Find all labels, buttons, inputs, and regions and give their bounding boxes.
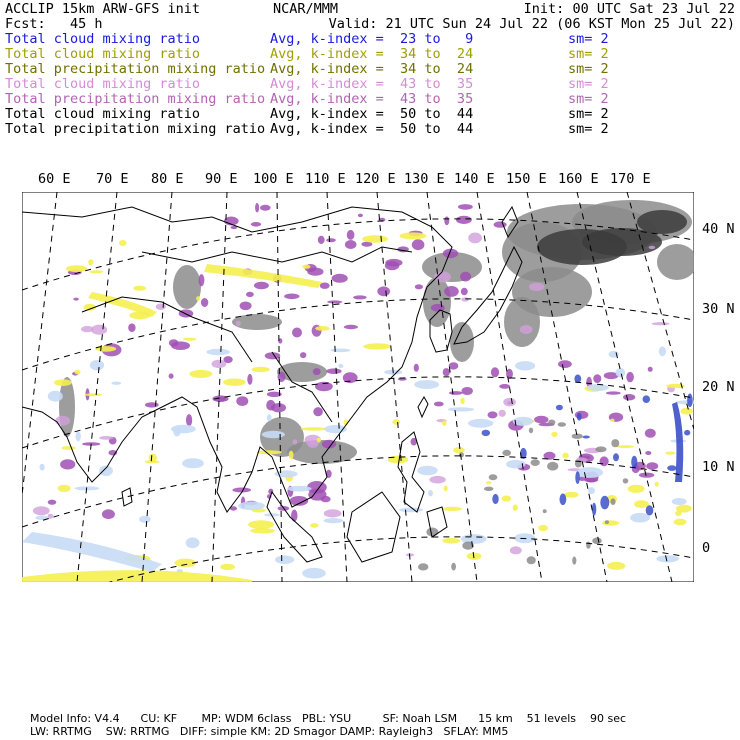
field-patch bbox=[310, 523, 318, 528]
field-patch bbox=[48, 500, 57, 505]
field-patch bbox=[246, 292, 254, 297]
field-patch bbox=[320, 283, 330, 289]
field-legend-row bbox=[5, 92, 735, 107]
field-patch bbox=[442, 420, 447, 426]
field-patch bbox=[293, 439, 298, 444]
field-patch bbox=[534, 416, 548, 424]
field-legend-row bbox=[5, 47, 735, 62]
field-patch bbox=[254, 282, 269, 290]
field-patch bbox=[90, 360, 104, 370]
field-patch bbox=[415, 284, 423, 289]
longitude-label: 70 E bbox=[96, 171, 129, 187]
longitude-label: 60 E bbox=[38, 171, 71, 187]
field-patch bbox=[353, 295, 367, 299]
field-patch bbox=[606, 391, 621, 394]
field-patch bbox=[468, 419, 493, 428]
field-patch bbox=[605, 520, 609, 524]
longitude-label: 90 E bbox=[205, 171, 238, 187]
field-patch bbox=[250, 528, 274, 533]
field-patch bbox=[302, 265, 310, 269]
field-patch bbox=[318, 236, 325, 244]
field-patch bbox=[610, 498, 615, 505]
field-patch bbox=[324, 509, 342, 517]
latitude-label: 20 N bbox=[702, 379, 735, 395]
field-patch bbox=[588, 487, 595, 494]
field-patch bbox=[326, 368, 341, 374]
field-patch bbox=[267, 414, 272, 421]
field-patch bbox=[48, 391, 63, 402]
field-patch bbox=[344, 325, 358, 329]
field-patch bbox=[414, 380, 439, 389]
field-patch bbox=[256, 450, 281, 454]
cloud-area bbox=[173, 265, 201, 309]
field-patch bbox=[196, 296, 200, 300]
field-patch bbox=[290, 496, 309, 506]
field-smoothing: sm= 2 bbox=[568, 46, 609, 62]
field-patch bbox=[616, 445, 634, 448]
longitude-label: 110 E bbox=[305, 171, 346, 187]
field-patch bbox=[577, 413, 582, 421]
field-patch bbox=[551, 432, 557, 437]
field-legend-row bbox=[5, 32, 735, 47]
field-patch bbox=[652, 322, 670, 325]
field-patch bbox=[251, 222, 261, 227]
field-patch bbox=[667, 465, 676, 471]
longitude-label: 170 E bbox=[610, 171, 651, 187]
field-name: Total cloud mixing ratio bbox=[5, 46, 201, 62]
forecast-map bbox=[22, 192, 694, 582]
field-patch bbox=[89, 270, 103, 273]
field-patch bbox=[623, 394, 635, 400]
field-patch bbox=[88, 259, 93, 265]
longitude-label: 120 E bbox=[355, 171, 396, 187]
field-patch bbox=[461, 297, 469, 301]
field-patch bbox=[324, 518, 344, 523]
field-patch bbox=[156, 304, 166, 310]
latitude-label: 40 N bbox=[702, 221, 735, 237]
field-patch bbox=[418, 563, 428, 570]
latitude-label: 30 N bbox=[702, 301, 735, 317]
longitude-label: 140 E bbox=[454, 171, 495, 187]
field-patch bbox=[492, 494, 498, 504]
field-patch bbox=[611, 439, 619, 447]
field-patch bbox=[327, 300, 342, 303]
field-patch bbox=[448, 407, 475, 411]
field-patch bbox=[503, 398, 516, 407]
field-k-index: Avg, k-index = 50 to 44 bbox=[270, 106, 474, 122]
cloud-area bbox=[504, 297, 540, 347]
field-patch bbox=[684, 430, 690, 436]
field-patch bbox=[681, 408, 693, 415]
field-patch bbox=[119, 240, 127, 246]
field-patch bbox=[499, 384, 510, 389]
field-patch bbox=[428, 490, 433, 496]
field-patch bbox=[330, 349, 350, 353]
field-patch bbox=[414, 364, 419, 372]
field-patch bbox=[313, 407, 323, 416]
field-patch bbox=[513, 505, 518, 511]
field-patch bbox=[358, 214, 363, 218]
field-patch bbox=[260, 205, 271, 211]
field-smoothing: sm= 2 bbox=[568, 61, 609, 77]
field-patch bbox=[385, 261, 400, 270]
field-patch bbox=[529, 283, 544, 291]
field-k-index: Avg, k-index = 43 to 35 bbox=[270, 76, 474, 92]
field-patch bbox=[547, 462, 558, 471]
field-patch bbox=[171, 425, 196, 434]
field-patch bbox=[248, 520, 274, 529]
longitude-labels bbox=[0, 172, 740, 188]
field-patch bbox=[289, 451, 294, 460]
field-patch bbox=[494, 221, 507, 227]
field-patch bbox=[189, 370, 212, 378]
field-patch bbox=[128, 323, 135, 332]
field-patch bbox=[315, 326, 329, 331]
field-patch bbox=[634, 500, 649, 508]
field-patch bbox=[431, 304, 445, 312]
field-patch bbox=[33, 506, 50, 515]
field-patch bbox=[687, 394, 693, 408]
field-patch bbox=[99, 466, 113, 477]
field-patch bbox=[645, 429, 656, 438]
field-patch bbox=[275, 555, 294, 564]
field-patch bbox=[338, 364, 343, 368]
field-patch bbox=[460, 398, 464, 404]
field-patch bbox=[613, 453, 619, 461]
field-patch bbox=[449, 391, 463, 395]
field-patch bbox=[271, 403, 286, 412]
field-patch bbox=[489, 474, 498, 480]
field-patch bbox=[212, 360, 227, 368]
field-patch bbox=[252, 367, 270, 372]
field-patch bbox=[515, 361, 535, 370]
field-patch bbox=[377, 286, 390, 296]
field-patch bbox=[238, 502, 265, 511]
field-patch bbox=[646, 462, 658, 470]
field-patch bbox=[531, 459, 540, 466]
field-patch bbox=[565, 492, 579, 498]
field-patch bbox=[417, 466, 437, 476]
field-patch bbox=[616, 368, 626, 377]
field-patch bbox=[111, 382, 121, 385]
field-patch bbox=[313, 368, 321, 375]
field-patch bbox=[434, 402, 444, 407]
field-legend-row bbox=[5, 77, 735, 92]
longitude-label: 80 E bbox=[151, 171, 184, 187]
field-patch bbox=[458, 204, 473, 210]
field-patch bbox=[646, 505, 654, 515]
field-name: Total cloud mixing ratio bbox=[5, 31, 201, 47]
field-patch bbox=[362, 235, 388, 242]
field-patch bbox=[584, 478, 598, 483]
field-patch bbox=[510, 546, 522, 554]
field-smoothing: sm= 2 bbox=[568, 91, 609, 107]
field-patch bbox=[548, 420, 555, 426]
valid-time: Valid: 21 UTC Sun 24 Jul 22 (06 KST Mon 25 Jul 22) bbox=[328, 16, 735, 32]
field-patch bbox=[468, 233, 482, 244]
field-k-index: Avg, k-index = 43 to 35 bbox=[270, 91, 474, 107]
field-patch bbox=[659, 346, 666, 356]
model-info-line1: Model Info: V4.4 CU: KF MP: WDM 6class PBL: YSU SF: Noah LSM 15 km 51 levels 90 sec bbox=[30, 712, 627, 725]
field-patch bbox=[482, 430, 491, 436]
field-patch bbox=[583, 436, 590, 439]
field-patch bbox=[426, 528, 438, 537]
field-patch bbox=[292, 328, 302, 338]
field-patch bbox=[66, 265, 87, 272]
field-name: Total cloud mixing ratio bbox=[5, 106, 201, 122]
field-patch bbox=[81, 326, 94, 332]
field-patch bbox=[345, 240, 357, 249]
field-patch bbox=[54, 379, 72, 386]
field-patch bbox=[76, 431, 81, 441]
field-patch bbox=[488, 411, 498, 418]
field-patch bbox=[461, 288, 468, 295]
field-patch bbox=[145, 402, 159, 407]
field-legend-row bbox=[5, 62, 735, 77]
field-patch bbox=[587, 384, 609, 391]
field-patch bbox=[399, 508, 423, 513]
field-k-index: Avg, k-index = 23 to 9 bbox=[270, 31, 474, 47]
field-patch bbox=[665, 452, 675, 455]
field-patch bbox=[639, 473, 654, 478]
field-patch bbox=[60, 459, 75, 469]
field-patch bbox=[182, 458, 204, 468]
field-smoothing: sm= 2 bbox=[568, 106, 609, 122]
field-patch bbox=[674, 519, 687, 526]
field-smoothing: sm= 2 bbox=[568, 76, 609, 92]
field-patch bbox=[55, 416, 70, 426]
field-patch bbox=[392, 419, 400, 425]
field-patch bbox=[284, 294, 299, 300]
field-patch bbox=[610, 419, 614, 422]
field-patch bbox=[575, 411, 589, 419]
field-patch bbox=[307, 268, 323, 276]
longitude-label: 160 E bbox=[558, 171, 599, 187]
field-patch bbox=[85, 393, 101, 396]
field-k-index: Avg, k-index = 34 to 24 bbox=[270, 61, 474, 77]
field-patch bbox=[443, 368, 450, 376]
field-smoothing: sm= 2 bbox=[568, 31, 609, 47]
field-k-index: Avg, k-index = 34 to 24 bbox=[270, 46, 474, 62]
field-patch bbox=[672, 498, 687, 505]
field-patch bbox=[400, 232, 427, 239]
field-legend-row bbox=[5, 122, 735, 137]
field-patch bbox=[91, 325, 107, 335]
field-patch bbox=[630, 513, 650, 523]
field-patch bbox=[676, 505, 692, 513]
field-patch bbox=[602, 520, 619, 525]
field-patch bbox=[442, 538, 460, 544]
field-patch bbox=[623, 478, 629, 483]
map-title: ACCLIP 15km ARW-GFS init bbox=[5, 1, 201, 17]
field-patch bbox=[538, 525, 548, 531]
field-patch bbox=[586, 542, 591, 549]
field-patch bbox=[502, 496, 512, 502]
field-name: Total precipitation mixing ratio bbox=[5, 121, 266, 137]
field-patch bbox=[486, 481, 492, 484]
field-patch bbox=[302, 568, 326, 579]
forecast-hour: Fcst: 45 h bbox=[5, 16, 103, 32]
field-patch bbox=[600, 456, 609, 466]
field-patch bbox=[255, 203, 259, 213]
field-patch bbox=[62, 446, 76, 450]
field-patch bbox=[655, 482, 659, 487]
field-smoothing: sm= 2 bbox=[568, 121, 609, 137]
field-patch bbox=[201, 298, 208, 307]
field-patch bbox=[607, 562, 625, 570]
field-patch bbox=[491, 367, 499, 377]
field-patch bbox=[462, 387, 473, 395]
field-patch bbox=[443, 507, 463, 511]
field-patch bbox=[576, 467, 603, 478]
field-patch bbox=[626, 372, 634, 382]
field-patch bbox=[206, 349, 230, 355]
field-name: Total precipitation mixing ratio bbox=[5, 91, 266, 107]
field-patch bbox=[169, 339, 179, 346]
field-patch bbox=[593, 374, 601, 383]
field-patch bbox=[347, 230, 355, 240]
field-patch bbox=[186, 537, 200, 548]
field-patch bbox=[575, 471, 580, 484]
field-patch bbox=[332, 274, 348, 283]
field-patch bbox=[240, 302, 252, 311]
field-patch bbox=[287, 486, 311, 492]
field-patch bbox=[247, 374, 252, 385]
field-patch bbox=[451, 563, 456, 571]
longitude-label: 130 E bbox=[404, 171, 445, 187]
field-patch bbox=[600, 496, 609, 510]
field-k-index: Avg, k-index = 50 to 44 bbox=[270, 121, 474, 137]
field-patch bbox=[412, 239, 425, 250]
field-patch bbox=[133, 286, 146, 291]
field-patch bbox=[444, 485, 448, 491]
field-patch bbox=[223, 379, 245, 386]
field-patch bbox=[592, 538, 602, 545]
latitude-label: 10 N bbox=[702, 459, 735, 475]
field-patch bbox=[291, 510, 297, 522]
field-patch bbox=[572, 557, 576, 565]
field-name: Total cloud mixing ratio bbox=[5, 76, 201, 92]
field-patch bbox=[363, 343, 391, 349]
field-patch bbox=[459, 452, 464, 457]
field-patch bbox=[520, 325, 533, 334]
field-patch bbox=[300, 352, 306, 358]
field-patch bbox=[656, 555, 679, 562]
field-patch bbox=[502, 450, 511, 456]
organization-label: NCAR/MMM bbox=[273, 1, 339, 17]
field-patch bbox=[628, 485, 645, 493]
field-patch bbox=[429, 476, 445, 484]
field-patch bbox=[149, 453, 157, 462]
field-patch bbox=[456, 216, 472, 224]
field-patch bbox=[499, 410, 506, 417]
field-patch bbox=[444, 216, 449, 225]
cloud-area bbox=[637, 210, 687, 234]
field-patch bbox=[560, 494, 567, 506]
field-patch bbox=[40, 464, 45, 471]
field-patch bbox=[99, 436, 113, 440]
field-patch bbox=[453, 447, 465, 453]
field-patch bbox=[558, 422, 566, 427]
field-patch bbox=[58, 485, 71, 492]
field-patch bbox=[558, 360, 572, 368]
field-patch bbox=[139, 516, 151, 523]
longitude-label: 150 E bbox=[506, 171, 547, 187]
field-patch bbox=[444, 286, 459, 297]
field-patch bbox=[595, 446, 606, 452]
field-patch bbox=[543, 509, 547, 513]
field-patch bbox=[460, 272, 471, 282]
field-patch bbox=[220, 564, 235, 570]
field-patch bbox=[169, 373, 174, 378]
field-patch bbox=[262, 431, 285, 438]
field-patch bbox=[102, 509, 115, 519]
field-patch bbox=[236, 396, 248, 406]
field-patch bbox=[73, 298, 78, 301]
field-patch bbox=[649, 246, 656, 249]
field-patch bbox=[75, 370, 81, 375]
init-time: Init: 00 UTC Sat 23 Jul 22 bbox=[523, 1, 735, 17]
field-patch bbox=[301, 427, 328, 430]
model-info-line2: LW: RRTMG SW: RRTMG DIFF: simple KM: 2D Smagor DAMP: Rayleigh3 SFLAY: MM5 bbox=[30, 725, 509, 738]
field-name: Total precipitation mixing ratio bbox=[5, 61, 266, 77]
field-patch bbox=[529, 428, 533, 434]
field-patch bbox=[631, 456, 637, 468]
field-patch bbox=[236, 321, 241, 327]
field-patch bbox=[317, 438, 321, 443]
cloud-area bbox=[423, 277, 451, 327]
field-legend-row bbox=[5, 107, 735, 122]
field-patch bbox=[643, 395, 651, 403]
field-patch bbox=[326, 238, 336, 242]
field-patch bbox=[484, 487, 494, 491]
field-patch bbox=[562, 453, 568, 459]
field-patch bbox=[645, 451, 651, 455]
latitude-label: 0 bbox=[702, 540, 711, 556]
field-patch bbox=[278, 372, 286, 382]
field-patch bbox=[449, 362, 459, 369]
longitude-label: 100 E bbox=[253, 171, 294, 187]
field-patch bbox=[527, 556, 536, 564]
field-patch bbox=[648, 367, 653, 372]
field-patch bbox=[186, 414, 192, 426]
field-patch bbox=[183, 338, 196, 341]
field-patch bbox=[556, 405, 563, 411]
field-patch bbox=[199, 274, 205, 286]
